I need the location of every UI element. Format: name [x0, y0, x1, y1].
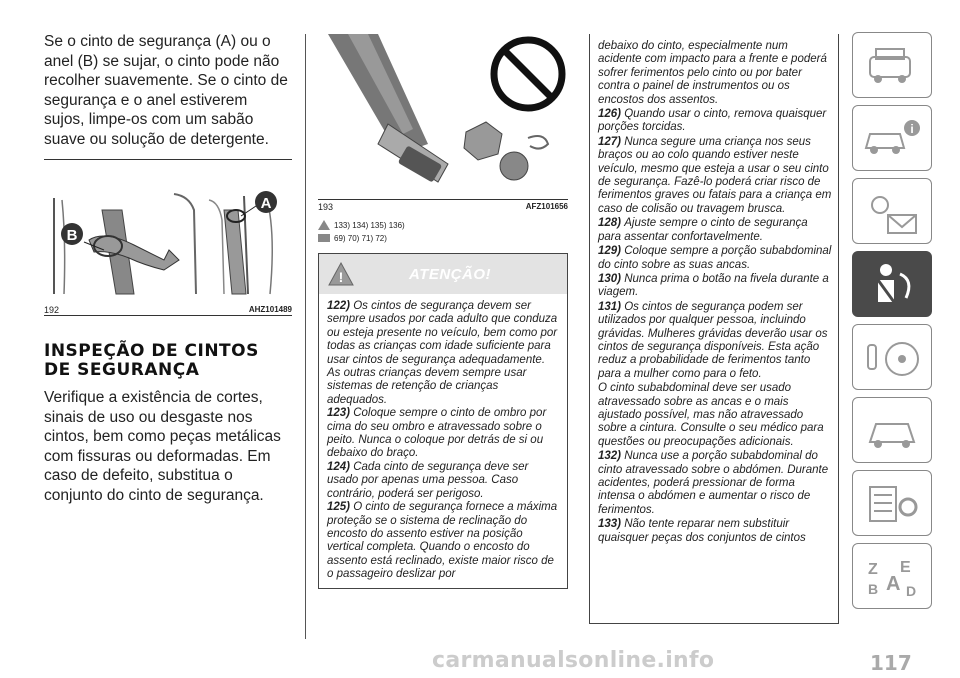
warning-title: ATENÇÃO!: [408, 265, 492, 283]
warning-text: Os cintos de segurança devem ser sempre usados por cada adulto que conduza ou esteja presente no veículo, bem como por todas as crianças com idade suficiente para usar cintos de segurança adequadamente. As outras crianças devem sempre usar sistemas de retenção de crianças adequados.: [327, 300, 558, 406]
label-b: B: [66, 227, 78, 244]
warning-text: Cada cinto de segurança deve ser usado por apenas uma pessoa. Caso contrário, poderá ser perigoso.: [327, 460, 529, 500]
chapter-tab[interactable]: [852, 543, 932, 609]
warning-text: Nunca segure uma criança nos seus braços ou ao colo quando estiver neste veículo, mesmo que esteja a usar o seu cinto de segurança. Fazê-lo poderá criar risco de ferimentos graves ou fatais para a criança em caso de colisão ou travagem brusca.: [598, 135, 832, 215]
section-heading: [44, 342, 292, 380]
attention-refs-text: 69) 70) 71) 72): [334, 233, 387, 243]
warning-number: 126): [598, 108, 625, 121]
chapter-tab[interactable]: [852, 105, 932, 171]
warning-text: Não tente reparar nem substituir quaisquer peças dos conjuntos de cintos: [598, 518, 806, 544]
figure-caption: [44, 305, 292, 315]
car-dashboard-icon: [860, 39, 924, 91]
car-road-icon: [860, 404, 924, 456]
warning-text: Nunca use a porção subabdominal do cinto atravessado sobre o abdómen. Durante acidentes, poderá pressionar de forma intensa o abdómen e aumentar o risco de ferimentos.: [598, 450, 829, 516]
warning-header: [319, 254, 567, 294]
attention-refs: [318, 233, 568, 243]
figure-number: 192: [44, 305, 60, 315]
divider: [44, 159, 292, 160]
warning-item: [598, 518, 832, 545]
chapter-tab[interactable]: [852, 178, 932, 244]
warning-text: Nunca prima o botão na fivela durante a viagem.: [598, 272, 829, 299]
warning-item: [598, 382, 832, 449]
warning-item: [598, 136, 832, 216]
column-divider: [305, 34, 306, 639]
middle-column: [318, 34, 568, 589]
warning-body: [319, 294, 567, 588]
watermark: carmanualsonline.info: [432, 648, 715, 673]
warning-number: 128): [598, 217, 625, 230]
seatbelt-ring-illustration: [44, 190, 292, 298]
seatbelt-airbag-icon: [860, 258, 924, 310]
warning-box: [318, 253, 568, 589]
warning-number: 123): [327, 407, 354, 420]
service-list-icon: [860, 477, 924, 529]
figure-number: 193: [318, 202, 334, 212]
warning-number: 130): [598, 272, 625, 285]
warning-number: 127): [598, 135, 625, 148]
alphabet-index-icon: [860, 550, 924, 602]
heading-line-2: DE SEGURANÇA: [44, 360, 200, 380]
page-number: 117: [870, 651, 912, 675]
warning-item: [598, 301, 832, 381]
warning-text: Coloque sempre a porção subabdominal do cinto sobre as suas ancas.: [598, 245, 832, 271]
svg-text:A: A: [886, 573, 901, 595]
continued-text: debaixo do cinto, especialmente num acidente com impacto para a frente e poderá sofrer ferimentos pelo cinto ou por bater contra o painel de instrumentos ou os encostos dos assentos.: [598, 40, 827, 106]
left-column: [44, 32, 292, 505]
warning-number: 132): [598, 450, 625, 463]
warning-light-mail-icon: [860, 185, 924, 237]
intro-paragraph: Se o cinto de segurança (A) ou o anel (B) se sujar, o cinto pode não recolher suavemente. Se o cinto de segurança e o anel estiverem sujos, limpe-os com um sabão suave ou solução de detergente.: [44, 33, 288, 148]
right-column: [589, 34, 839, 624]
figure-code: AHZ101489: [248, 305, 292, 314]
belt-no-objects-illustration: [318, 34, 568, 194]
chapter-tab[interactable]: [852, 32, 932, 98]
warning-item: [327, 300, 561, 407]
svg-text:E: E: [900, 559, 911, 576]
chapter-tab[interactable]: [852, 470, 932, 536]
figure-192: [44, 190, 292, 316]
warning-text: O cinto de segurança fornece a máxima proteção se o sistema de reclinação do encosto do assento estiver na posição vertical completa. Quando o encosto do assento está reclinado, existe maior risco de o passageiro deslizar por: [327, 501, 558, 581]
warning-number: 133): [598, 518, 625, 531]
label-a: A: [260, 195, 272, 212]
warning-triangle-icon: [318, 220, 330, 230]
warning-number: 131): [598, 300, 625, 313]
warning-number: 124): [327, 460, 354, 473]
warning-item: [598, 108, 832, 135]
warning-item: [327, 407, 561, 461]
figure-caption: [318, 202, 568, 212]
svg-text:D: D: [906, 583, 917, 599]
chapter-tabs: [852, 32, 932, 616]
warning-item: [598, 450, 832, 517]
svg-text:Z: Z: [868, 561, 878, 578]
warning-item: [598, 217, 832, 244]
warning-item: [327, 461, 561, 501]
svg-text:i: i: [910, 122, 914, 136]
book-icon: [318, 233, 330, 243]
heading-line-1: INSPEÇÃO DE CINTOS: [44, 341, 259, 361]
warning-text: Ajuste sempre o cinto de segurança para assentar confortavelmente.: [598, 217, 808, 243]
figure-rule: [44, 315, 292, 316]
svg-text:!: !: [338, 269, 344, 285]
figure-193: [318, 34, 568, 212]
warning-number: 125): [327, 501, 354, 514]
chapter-tab[interactable]: [852, 397, 932, 463]
svg-text:B: B: [868, 581, 879, 597]
warning-text: Quando usar o cinto, remova quaisquer porções torcidas.: [598, 108, 827, 134]
warning-item: [598, 273, 832, 300]
figure-rule: [318, 199, 568, 200]
warning-triangle-icon: [319, 262, 363, 286]
warning-item: [598, 245, 832, 272]
warning-number: 129): [598, 245, 625, 258]
warning-item: [327, 501, 561, 581]
warning-number: 122): [327, 300, 354, 312]
car-info-icon: [860, 112, 924, 164]
inspection-paragraph: Verifique a existência de cortes, sinais de uso ou desgaste nos cintos, bem como peças metálicas com fissuras ou deformadas. Em caso de defeito, substitua o conjunto do cinto de segurança.: [44, 389, 281, 504]
warning-text: O cinto subabdominal deve ser usado atravessado sobre as ancas e o mais ajustado possível, mas não atravessado sobre a cintura. Consulte o seu médico para questões ou preocupações adicionais.: [598, 382, 824, 448]
chapter-tab[interactable]: [852, 251, 932, 317]
warning-text: Os cintos de segurança podem ser utilizados por qualquer pessoa, incluindo grávidas. Mulheres grávidas deverão usar os cintos de segurança disponíveis. Esta ação reduz a probabilidade de ferimentos tanto para a mulher como para o feto.: [598, 300, 828, 380]
key-steering-icon: [860, 331, 924, 383]
warning-refs-text: 133) 134) 135) 136): [334, 220, 405, 230]
warning-refs: [318, 220, 568, 230]
warning-text: Coloque sempre o cinto de ombro por cima do seu ombro e atravessado sobre o peito. Nunca o coloque por detrás de si ou debaixo do braço.: [327, 407, 547, 460]
figure-code: AFZ101656: [525, 202, 568, 211]
chapter-tab[interactable]: [852, 324, 932, 390]
